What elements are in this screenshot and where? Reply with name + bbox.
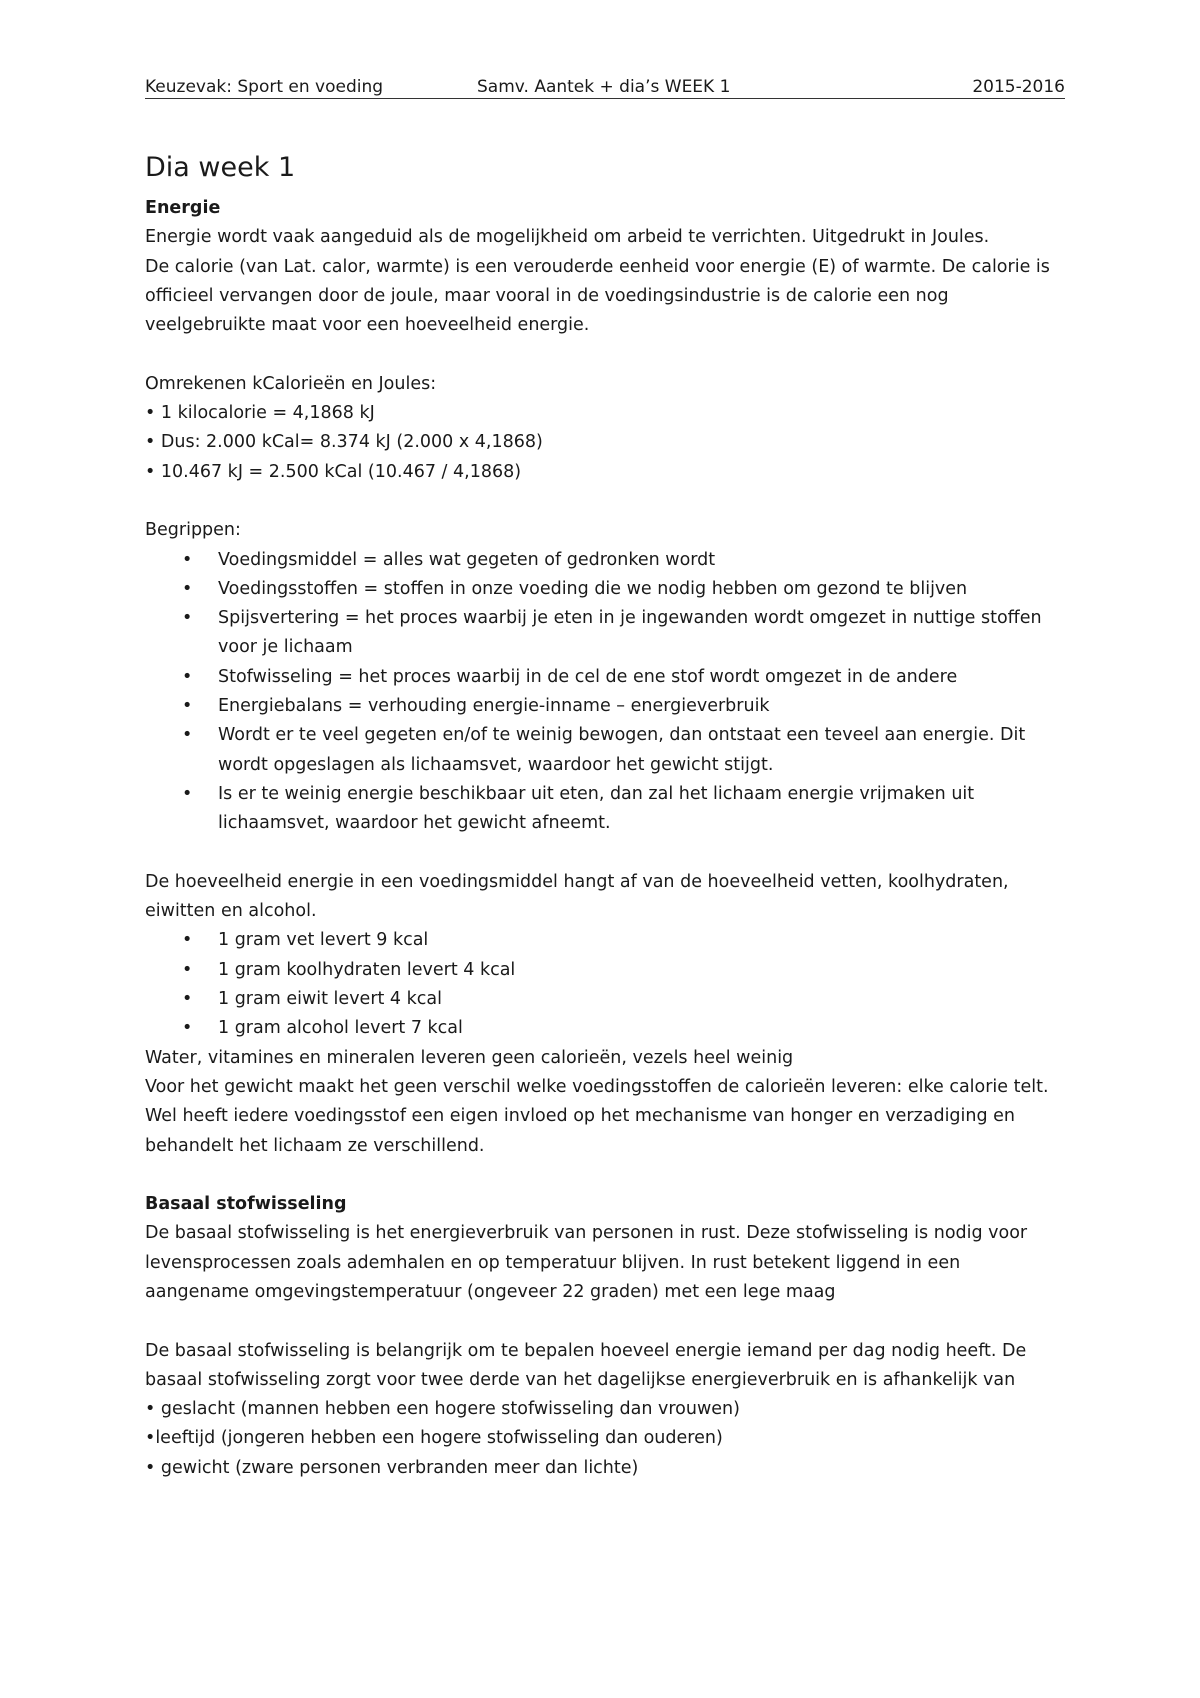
paragraph: Wel heeft iedere voedingsstof een eigen invloed op het mechanisme van honger en verzadiging en behandelt het lichaam ze verschillend. (145, 1106, 1016, 1156)
begrippen-list (145, 546, 1065, 839)
bullet-glyph: • (182, 608, 193, 629)
list-item-text: Spijsvertering = het proces waarbij je eten in je ingewanden wordt omgezet in nuttige stoffen voor je lichaam (218, 608, 1042, 658)
list-item (145, 604, 1065, 663)
bullet-glyph: • (182, 989, 193, 1010)
document-body (145, 142, 1065, 1483)
bullet-glyph: • (182, 930, 193, 951)
list-item-text: 1 gram alcohol levert 7 kcal (218, 1018, 463, 1039)
bullet-glyph: • (182, 959, 193, 980)
list-item (145, 956, 1065, 985)
conversion-label: Omrekenen kCalorieën en Joules: (145, 373, 437, 394)
list-item-text: Voedingsmiddel = alles wat gegeten of gedronken wordt (218, 549, 716, 570)
bullet-glyph: • (182, 783, 193, 804)
bullet-glyph: • (182, 696, 193, 717)
list-item (145, 1014, 1065, 1043)
list-item (145, 926, 1065, 955)
bullet-glyph: • (182, 666, 193, 687)
bullet-glyph: • (182, 549, 193, 570)
list-item (145, 663, 1065, 692)
bullet-glyph: • (182, 578, 193, 599)
header-course: Keuzevak: Sport en voeding (145, 77, 384, 97)
list-item-text: Voedingsstoffen = stoffen in onze voeding die we nodig hebben om gezond te blijven (218, 578, 968, 599)
list-item (145, 721, 1065, 780)
page-title: Dia week 1 (145, 152, 296, 183)
header-year: 2015-2016 (972, 77, 1065, 97)
paragraph: De basaal stofwisseling is het energieverbruik van personen in rust. Deze stofwisseling is nodig voor levensprocessen zoals ademhalen en op temperatuur blijven. In rust betekent liggend in een aangename omgevingstemperatuur (ongeveer 22 graden) met een lege maag (145, 1223, 1028, 1302)
begrippen-label: Begrippen: (145, 520, 241, 541)
paragraph: Voor het gewicht maakt het geen verschil welke voedingsstoffen de calorieën leveren: elke calorie telt. (145, 1076, 1049, 1097)
page-header (145, 76, 1065, 99)
list-item (145, 780, 1065, 839)
paragraph: Water, vitamines en mineralen leveren geen calorieën, vezels heel weinig (145, 1047, 794, 1068)
list-item-text: Is er te weinig energie beschikbaar uit eten, dan zal het lichaam energie vrijmaken uit lichaamsvet, waardoor het gewicht afneemt. (218, 783, 975, 834)
factor-line: •leeftijd (jongeren hebben een hogere stofwisseling dan ouderen) (145, 1428, 723, 1449)
list-item-text: 1 gram vet levert 9 kcal (218, 930, 429, 951)
conversion-line: • 1 kilocalorie = 4,1868 kJ (145, 403, 375, 424)
bullet-glyph: • (182, 725, 193, 746)
conversion-line: • Dus: 2.000 kCal= 8.374 kJ (2.000 x 4,1868) (145, 432, 543, 453)
bullet-glyph: • (182, 1018, 193, 1039)
section-heading-basaal: Basaal stofwisseling (145, 1194, 347, 1215)
list-item (145, 985, 1065, 1014)
paragraph: Energie wordt vaak aangeduid als de mogelijkheid om arbeid te verrichten. Uitgedrukt in Joules. (145, 227, 990, 248)
list-item-text: Energiebalans = verhouding energie-inname – energieverbruik (218, 696, 770, 717)
paragraph: De calorie (van Lat. calor, warmte) is een verouderde eenheid voor energie (E) of warmte. De calorie is officieel vervangen door de joule, maar vooral in de voedingsindustrie is de calorie een nog veelgebruikte maat voor een hoeveelheid energie. (145, 256, 1050, 336)
list-item-text: Stofwisseling = het proces waarbij in de cel de ene stof wordt omgezet in de andere (218, 666, 958, 687)
factor-line: • gewicht (zware personen verbranden meer dan lichte) (145, 1457, 639, 1478)
paragraph: De basaal stofwisseling is belangrijk om te bepalen hoeveel energie iemand per dag nodig heeft. De basaal stofwisseling zorgt voor twee derde van het dagelijkse energieverbruik en is afhankelijk van (145, 1340, 1027, 1390)
factor-line: • geslacht (mannen hebben een hogere stofwisseling dan vrouwen) (145, 1399, 740, 1420)
conversion-line: • 10.467 kJ = 2.500 kCal (10.467 / 4,1868) (145, 461, 522, 482)
list-item (145, 546, 1065, 575)
kcal-list (145, 926, 1065, 1043)
header-subject: Samv. Aantek + dia’s WEEK 1 (477, 77, 731, 97)
list-item-text: 1 gram eiwit levert 4 kcal (218, 989, 442, 1010)
list-item (145, 575, 1065, 604)
paragraph: De hoeveelheid energie in een voedingsmiddel hangt af van de hoeveelheid vetten, koolhydraten, eiwitten en alcohol. (145, 871, 1009, 922)
list-item-text: 1 gram koolhydraten levert 4 kcal (218, 959, 516, 980)
list-item-text: Wordt er te veel gegeten en/of te weinig bewogen, dan ontstaat een teveel aan energie. Dit wordt opgeslagen als lichaamsvet, waardoor het gewicht stijgt. (218, 725, 1026, 775)
list-item (145, 692, 1065, 721)
section-heading-energie: Energie (145, 198, 221, 218)
